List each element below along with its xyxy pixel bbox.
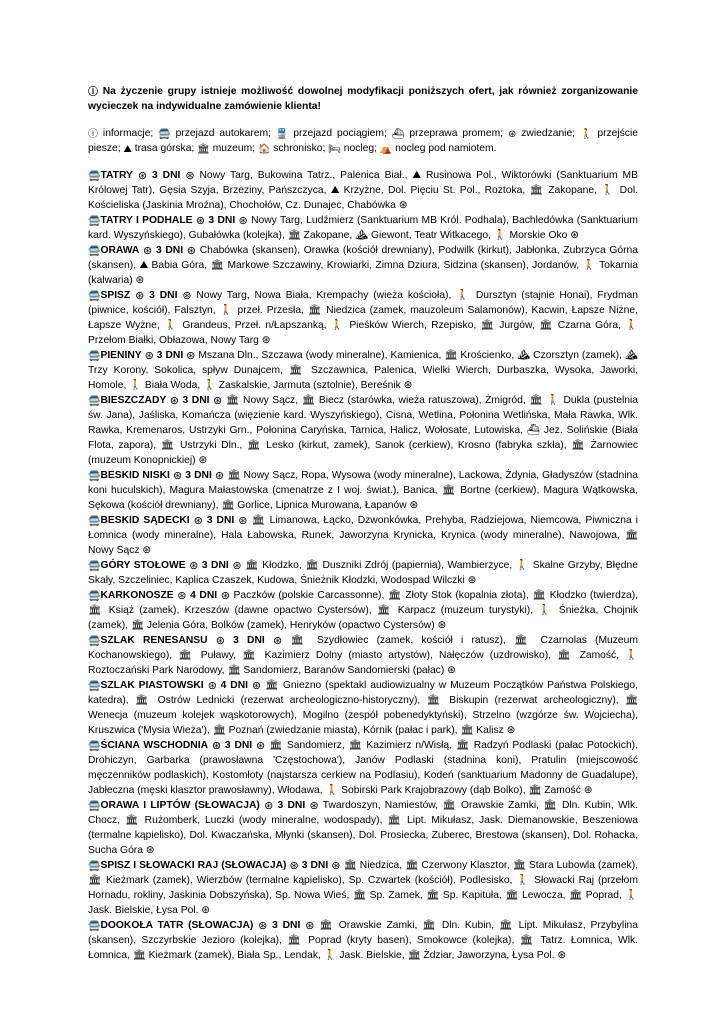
info-icon: ⓘ: [88, 87, 98, 98]
tent-icon: ⛺: [379, 144, 393, 155]
tour-route: 🏛 Niedzica, 🏛 Czerwony Klasztor, 🏛 Stara Lubowla (zamek), 🏛 Kieżmark (zamek), Wierzbów (termalne kąpielisko), Sp. Czwartek (kościół), Podlesisko, 🚶 Słowacki Raj (przełom Hornadu, rokliny, Jaskinia Dobszyńska), Sp. Nowa Wieś, 🏛 Sp. Zamek, 🏛 Sp. Kapituła, 🏛 Lewocza, 🏛 Poprad, 🚶 Jask. Bielskie, Łysa Pol. ⊛: [88, 860, 638, 916]
legend-label: muzeum;: [209, 143, 258, 154]
legend-label: nocleg;: [340, 143, 380, 154]
tour-title: PIENINY: [100, 350, 142, 361]
tour-route: 🏛 Gniezno (spektakl audiowizualny w Muzeum Początków Państwa Polskiego, katedra), 🏛 Ostrów Lednicki (rezerwat archeologiczno-historyczny), 🏛 Biskupin (rezerwat archeologiczny), 🏛 Wenecja (muzeum kolejek wąskotorowych), Mogilno (zespół pobenedyktyński), Strzelno (wzgórze św. Wojciecha), Kruszwica ('Mysia Wieża'), 🏛 Poznań (zwiedzanie miasta), Kórnik (pałac i park), 🏛 Kalisz ⊛: [88, 680, 638, 736]
tour-item: [88, 213, 638, 243]
tour-item: [88, 588, 638, 633]
tour-title: SZLAK RENESANSU: [100, 635, 208, 646]
tour-route: 🏛 Orawskie Zamki, 🏛 Dln. Kubin, 🏛 Lipt. Mikułasz, Przybylina (skansen), Szczyrbskie Jezioro (kolejka), 🏛 Poprad (kryty basen), Smokowce (kolejka), 🏛 Tatrz. Łomnica, Wlk. Łomnica, 🏛 Kieżmark (zamek), Biała Sp., Lendak, 🚶 Jask. Bielskie, 🏛 Żdziar, Jaworzyna, Łysa Pol. ⊛: [88, 920, 638, 961]
bus-icon: 🚍: [88, 471, 101, 482]
tour-duration: 3 DNI: [301, 860, 329, 871]
sightseeing-icon: ⊛: [172, 470, 183, 482]
tour-duration: 3 DNI: [182, 395, 210, 406]
icon-legend: [88, 126, 638, 156]
bus-icon: 🚍: [88, 681, 101, 692]
legend-label: schronisko;: [270, 143, 329, 154]
bus-icon: 🚍: [88, 216, 101, 227]
tour-route: 🏛 Limanowa, Łącko, Dzwonkówka, Prehyba, Radziejowa, Niemcowa, Piwniczna i Łomnica (wody mineralne), Hala Łabowska, Runek, Jaworzyna Krynicka, Krynica (wody mineralne), Nawojowa, 🏛 Nowy Sącz ⊛: [88, 515, 638, 556]
tour-title: TATRY I PODHALE: [100, 215, 193, 226]
sightseeing-icon: ⊛: [189, 560, 199, 572]
sightseeing-icon: ⊛: [195, 215, 206, 227]
legend-label: przejazd pociągiem;: [288, 128, 392, 139]
bus-icon: 🚍: [88, 741, 101, 752]
sightseeing-icon: ⊛: [177, 590, 187, 602]
legend-label: przeprawa promem;: [404, 128, 508, 139]
document-page: [88, 84, 638, 963]
tour-title: ORAWA: [100, 245, 140, 256]
legend-label: przejście piesze;: [88, 128, 638, 154]
tour-item: [88, 858, 638, 918]
tour-duration: 3 DNI: [151, 170, 181, 181]
sightseeing-icon: ⊛: [182, 290, 192, 302]
legend-label: zwiedzanie;: [516, 128, 580, 139]
sightseeing-icon: ⊛: [215, 635, 225, 647]
intro-paragraph: [88, 84, 638, 114]
tour-route: 🏛 Nowy Sącz, Ropa, Wysowa (wody mineralne), Lackowa, Żdynia, Gładyszów (stadnina koni huculskich), Magura Małastowska (cmenatrze z I woj. świat.), Banica, 🏛 Bortne (cerkiew), Magura Wątkowska, Sękowa (kościół drewniany), 🏛 Gorlice, Lipnica Murowana, Łapanów ⊛: [88, 470, 638, 511]
tour-item: [88, 348, 638, 393]
sightseeing-icon: ⊛: [305, 920, 315, 932]
tour-route: Mszana Dln., Szczawa (wody mineralne), Kamienica, 🏛 Krościenko, ⛰ Czorsztyn (zamek), ⛰ Trzy Korony, Sokolica, spływ Dunajcem, 🏛 Szczawnica, Palenica, Wielki Wierch, Durbaszka, Wysoka, Jaworki, Homole, 🚶 Biała Woda, 🚶 Zaskalskie, Jarmuta (sztolnie), Bereśnik ⊛: [88, 350, 638, 391]
ferry-icon: ⛴: [391, 129, 405, 140]
tour-route: Nowy Targ, Ludźmierz (Sanktuarium MB Król. Podhala), Bachledówka (Sanktuarium kard. Wyszyńskiego), Gubałówka (kolejka), 🏛 Zakopane, ⛰ Giewont, Teatr Witkacego, 🚶 Morskie Oko ⊛: [88, 215, 638, 241]
tour-list: [88, 168, 638, 963]
tour-title: TATRY: [100, 170, 133, 181]
tour-route: Nowy Targ, Nowa Biała, Krempachy (wieża kościoła), 🚶 Dursztyn (stajnie Honai), Frydman (piwnice, kościół), Falsztyn, 🚶 przeł. Przesła, 🏛 Niedzica (zamek, mauzoleum Salamonów), Kacwin, Łapsze Niżne, Łapsze Wyżne, 🚶 Grandeus, Przeł. n/Łapszanką, 🚶 Pieśków Wierch, Rzepisko, 🏛 Jurgów, 🏛 Czarna Góra, 🚶 Przełom Białki, Obłazowa, Nowy Targ ⊛: [88, 290, 638, 346]
bus-icon: 🚍: [88, 396, 101, 407]
tour-item: [88, 798, 638, 858]
sightseeing-icon: ⊛: [211, 740, 222, 752]
sightseeing-icon: ⊛: [185, 170, 195, 182]
tour-title: ŚCIANA WSCHODNIA: [100, 740, 209, 751]
tour-title: KARKONOSZE: [100, 590, 174, 601]
bus-icon: 🚍: [88, 561, 101, 572]
bus-icon: 🚍: [88, 861, 101, 872]
sightseeing-icon: ⊛: [232, 560, 242, 572]
bus-icon: 🚍: [88, 591, 101, 602]
tour-duration: 3 DNI: [206, 515, 235, 526]
tour-item: [88, 393, 638, 468]
tour-title: GÓRY STOŁOWE: [100, 560, 186, 571]
legend-label: przejazd autokarem;: [170, 128, 276, 139]
tour-duration: 3 DNI: [233, 635, 265, 646]
bed-icon: 🛏: [328, 144, 341, 155]
tour-route: Paczków (polskie Carcassonne), 🏛 Złoty Stok (kopalnia złota), 🏛 Kłodzko (twierdza), 🏛 Książ (zamek), Krzeszów (dawne opactwo Cystersów), 🏛 Karpacz (muzeum turystyki), 🚶 Śnieżka, Chojnik (zamek), 🏛 Jelenia Góra, Bolków (zamek), Henryków (opactwo Cystersów) ⊛: [88, 590, 638, 631]
sightseeing-icon: ⊛: [144, 350, 154, 362]
sightseeing-icon: ⊛: [220, 590, 230, 602]
info-icon: ⓘ: [88, 129, 98, 140]
tour-duration: 3 DNI: [155, 245, 184, 256]
intro-text: Na życzenie grupy istnieje możliwość dowolnej modyfikacji poniższych ofert, jak również zorganizowanie wycieczek na indywidualne zamówienie klienta!: [88, 86, 638, 112]
tour-duration: 3 DNI: [185, 470, 212, 481]
tour-route: Chabówka (skansen), Orawka (kościół drewniany), Podwilk (kirkut), Jabłonka, Zubrzyca Górna (skansen), ⛰ Babia Góra, 🏛 Markowe Szczawiny, Krowiarki, Zimna Dziura, Sidzina (skansen), Jordanów, 🚶 Tokarnia (kalwaria) ⊛: [88, 245, 638, 286]
tour-route: 🏛 Sandomierz, 🏛 Kazimierz n/Wisłą, 🏛 Radzyń Podlaski (pałac Potockich), Drohiczyn, Garbarka (prawosławna 'Częstochowa'), Janów Podlaski (stadnina koni), Pratulin (miejscowość męczenników podlaskich), Kostomłoty (najstarsza cerkiew na Podlasiu), Kodeń (sanktuarium Madonny de Guadalupe), Jabłeczna (męski klasztor prawosławny), Włodawa, 🚶 Sobirski Park Krajobrazowy (dąb Bolko), 🏛 Zamość ⊛: [88, 740, 638, 796]
tour-duration: 4 DNI: [190, 590, 218, 601]
sightseeing-icon: ⊛: [169, 395, 179, 407]
tour-item: [88, 678, 638, 738]
tour-route: 🏛 Nowy Sącz, 🏛 Biecz (starówka, wieża ratuszowa), Żmigród, 🏛 🚶 Dukla (pustelnia św. Jana), Jaśliska, Komańcza (więzienie kard. Wyszyńskiego), Cisna, Wetlina, Połonina Wetlińska, Mała Rawka, Wlk. Rawka, Kremenaros, Ustrzyki Grn., Połonina Caryńska, Tarnica, Halicz, Wołosate, Lutowiska, ⛴ Jez. Solińskie (Biała Flota, zapora), 🏛 Ustrzyki Dln., 🏛 Lesko (kirkut, zamek), Sanok (cerkiew), Krosno (fabryka szkła), 🏛 Żarnowiec (muzeum Konopnickiej) ⊛: [88, 395, 638, 466]
sightseeing-icon: ⊛: [186, 245, 196, 257]
museum-icon: 🏛: [197, 144, 210, 155]
tour-item: [88, 243, 638, 288]
sightseeing-icon: ⊛: [331, 860, 341, 872]
tour-title: BESKID NISKI: [100, 470, 170, 481]
bus-icon: 🚍: [88, 246, 101, 257]
tour-title: SPISZ I SŁOWACKI RAJ (SŁOWACJA): [100, 860, 287, 871]
sightseeing-icon: ⊛: [186, 350, 196, 362]
mountain-icon: ⛰: [123, 144, 132, 155]
tour-title: DOOKOŁA TATR (SŁOWACJA): [100, 920, 254, 931]
bus-icon: 🚍: [158, 129, 171, 140]
bus-icon: 🚍: [88, 636, 101, 647]
bus-icon: 🚍: [88, 921, 101, 932]
sightseeing-icon: ⊛: [507, 129, 517, 140]
sightseeing-icon: ⊛: [309, 800, 319, 812]
tour-title: SZLAK PIASTOWSKI: [100, 680, 204, 691]
legend-label: informacje;: [98, 128, 159, 139]
tour-title: BESKID SĄDECKI: [100, 515, 190, 526]
train-icon: 🚆: [275, 129, 289, 140]
tour-route: 🏛 Kłodzko, 🏛 Duszniki Zdrój (papiernia), Wambierzyce, 🚶 Skalne Grzyby, Błędne Skały, Szczeliniec, Kaplica Czaszek, Kudowa, Śnieżnik Kłodzki, Wodospad Wilczki ⊛: [88, 560, 638, 586]
tour-duration: 3 DNI: [277, 800, 306, 811]
sightseeing-icon: ⊛: [258, 920, 268, 932]
tour-title: SPISZ: [100, 290, 131, 301]
tour-item: [88, 513, 638, 558]
tour-title: ORAWA I LIPTÓW (SŁOWACJA): [100, 800, 260, 811]
tour-title: BIESZCZADY: [100, 395, 167, 406]
legend-label: trasa górska;: [131, 143, 198, 154]
sightseeing-icon: ⊛: [272, 635, 283, 647]
bus-icon: 🚍: [88, 171, 101, 182]
sightseeing-icon: ⊛: [251, 680, 262, 692]
tour-route: Twardoszyn, Namiestów, 🏛 Orawskie Zamki, 🏛 Dln. Kubin, Wlk. Chocz, 🏛 Rużomberk, Luczki (wody mineralne, wodospady), 🏛 Lipt. Mikułasz, Jask. Diemanowskie, Beszeniowa (termalne kąpielisko), Dol. Kwaczańska, Młynki (skansen), Dol. Prosiecka, Zuberec, Brestowa (skansen), Dol. Rohacka, Sucha Góra ⊛: [88, 800, 638, 856]
tour-item: [88, 168, 638, 213]
tour-duration: 3 DNI: [224, 740, 253, 751]
sightseeing-icon: ⊛: [289, 860, 299, 872]
tour-item: [88, 738, 638, 798]
tour-duration: 3 DNI: [208, 215, 236, 226]
sightseeing-icon: ⊛: [214, 470, 225, 482]
tour-item: [88, 468, 638, 513]
sightseeing-icon: ⊛: [256, 740, 266, 752]
tour-duration: 4 DNI: [220, 680, 248, 691]
tour-route: Nowy Targ, Bukowina Tatrz., Palenica Biał., ⛰ Rusinowa Pol., Wiktorówki (Sanktuarium MB Królowej Tatr), Gęsia Szyja, Brzeziny, Pańszczyca, ⛰ Krzyżne, Dol. Pięciu St. Pol., Roztoka, 🏛 Zakopane, 🚶 Dol. Kościeliska (Jaskinia Mroźna), Chochołów, Cz. Dunajec, Chabówka ⊛: [88, 170, 638, 211]
shelter-icon: 🏠: [257, 144, 271, 155]
sightseeing-icon: ⊛: [238, 515, 248, 527]
tour-duration: 3 DNI: [149, 290, 178, 301]
tour-item: [88, 918, 638, 963]
bus-icon: 🚍: [88, 516, 101, 527]
sightseeing-icon: ⊛: [193, 515, 203, 527]
hiking-icon: 🚶: [579, 129, 593, 140]
sightseeing-icon: ⊛: [137, 170, 148, 182]
bus-icon: 🚍: [88, 351, 101, 362]
legend-label: nocleg pod namiotem.: [392, 143, 497, 154]
sightseeing-icon: ⊛: [238, 215, 248, 227]
tour-duration: 3 DNI: [272, 920, 301, 931]
bus-icon: 🚍: [88, 801, 101, 812]
tour-item: [88, 288, 638, 348]
tour-route: 🏛 Szydłowiec (zamek, kościół i ratusz), 🏛 Czarnolas (Muzeum Kochanowskiego), 🏛 Puławy, 🏛 Kazimierz Dolny (miasto artystów), Nałęczów (uzdrowisko), 🏛 Zamość, 🚶 Roztoczański Park Narodowy, 🏛 Sandomierz, Baranów Sandomierski (pałac) ⊛: [88, 635, 638, 676]
tour-item: [88, 633, 638, 678]
sightseeing-icon: ⊛: [213, 395, 223, 407]
sightseeing-icon: ⊛: [135, 290, 145, 302]
bus-icon: 🚍: [88, 291, 101, 302]
tour-item: [88, 558, 638, 588]
sightseeing-icon: ⊛: [143, 245, 153, 257]
tour-duration: 3 DNI: [156, 350, 184, 361]
sightseeing-icon: ⊛: [207, 680, 217, 692]
sightseeing-icon: ⊛: [264, 800, 274, 812]
tour-duration: 3 DNI: [201, 560, 229, 571]
